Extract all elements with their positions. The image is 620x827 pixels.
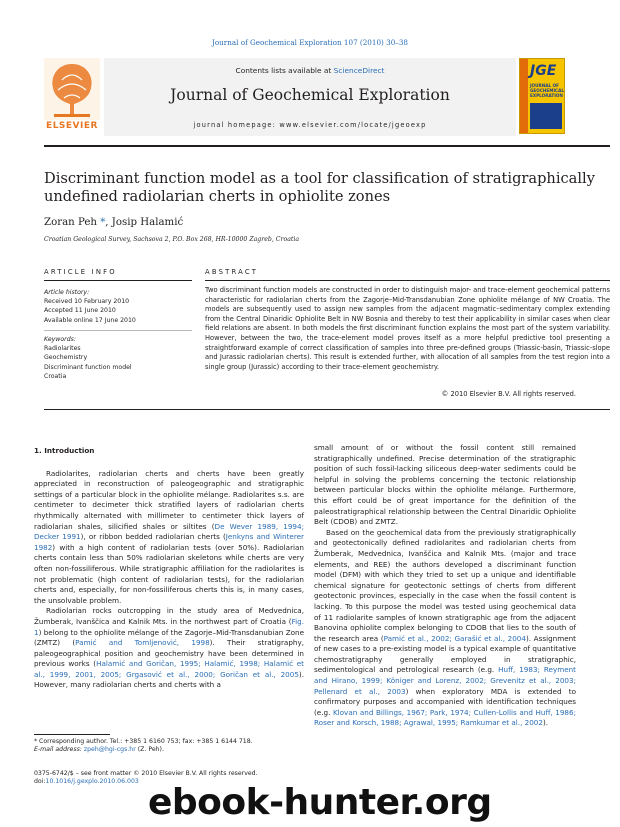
author-list bbox=[44, 217, 600, 228]
abstract-copyright: © 2010 Elsevier B.V. All rights reserved. bbox=[441, 390, 576, 398]
author-separator: , bbox=[105, 217, 112, 228]
paragraph: small amount of or without the fossil content still remained stratigraphically undefined. Precise determination of the stratigraphic position of such fossil-lacking siliceous deep-water sediments could be helpful in solving the problems concerning the tectonic relationship between particular blocks within the ophiolite mélange. Furthermore, this effort could be of great importance for the definition of the paleostratigraphical relationship between the Central Dinaridic Ophiolite Belt (CDOB) and ZMTZ. bbox=[314, 443, 576, 527]
cover-letters: JGE bbox=[530, 63, 557, 79]
author-name: Zoran Peh bbox=[44, 217, 97, 228]
reference-link[interactable]: Klovan and Billings, 1967; Park, 1974; Cullen-Lollis and Huff, 1986; Roser and Korsch, 1988; Agrawal, 1995; Ramkumar et al., 2002 bbox=[314, 707, 576, 728]
section-title: 1. Introduction bbox=[34, 446, 95, 455]
journal-cover-thumbnail bbox=[519, 58, 565, 134]
reference-link[interactable]: De Wever 1989, 1994; Decker 1991 bbox=[34, 521, 305, 542]
journal-homepage[interactable]: journal homepage: www.elsevier.com/locate/jgeoexp bbox=[193, 121, 427, 129]
online-date: Available online 17 June 2010 bbox=[44, 316, 136, 324]
article-info-heading: ARTICLE INFO bbox=[44, 268, 117, 276]
contents-prefix: Contents lists available at bbox=[235, 66, 334, 75]
corresponding-footnote bbox=[34, 738, 304, 755]
footnote-rule bbox=[34, 734, 110, 735]
article-history bbox=[44, 288, 192, 325]
paragraph: Based on the geochemical data from the previously stratigraphically and geotectonically defined radiolarites and radiolarian cherts from Žumberak, Medvednica, Ivanščica and Kalnik Mts. (major and trace elements, and REE) the authors developed a discriminant function model (DFM) with which they tried to set up a unique and identifiable chemical signature for geotectonic settings of cherts from different geotectonic provinces, especially in the case when the fossil content is lacking. To this purpose the model was tested using geochemical data of 11 radiolarite samples of known stratigraphic age from the adjacent Banovina ophiolite complex belonging to CDOB that lies to the south of the research area (Pamić et al., 2002; Garašić et al., 2004). Assignment of new cases to a pre-existing model is a typical example of quantitative chemostratigraphy generally employed in stratigraphic, sedimentological and petrological research (e.g. Huff, 1983; Reyment and Hirano, 1999; Königer and Lorenz, 2002; Grevenitz et al., 2003; Pellenard et al., 2003) when exploratory MDA is extended to confirmatory purposes and accompanied with identification techniques (e.g. Klovan and Billings, 1967; Park, 1974; Cullen-Lollis and Huff, 1986; Roser and Korsch, 1988; Agrawal, 1995; Ramkumar et al., 2002). bbox=[314, 527, 577, 728]
abstract-bottom-rule bbox=[44, 409, 610, 410]
body-column-right bbox=[314, 443, 576, 729]
elsevier-logo bbox=[44, 58, 100, 136]
accepted-date: Accepted 11 June 2010 bbox=[44, 307, 116, 315]
reference-link[interactable]: Pamić et al., 2002; Garašić et al., 2004 bbox=[383, 633, 526, 643]
contents-line bbox=[104, 66, 516, 75]
watermark: ebook-hunter.org bbox=[148, 782, 492, 823]
received-date: Received 10 February 2010 bbox=[44, 298, 130, 306]
keywords bbox=[44, 335, 192, 381]
keyword: Croatia bbox=[44, 372, 67, 380]
info-divider bbox=[44, 330, 192, 331]
email-link[interactable]: zpeh@hgi-cgs.hr bbox=[83, 746, 136, 754]
paragraph: Radiolarites, radiolarian cherts and cherts have been greatly appreciated in reconstruction of paleogeographic and stratigraphic settings of a particular block in the ophiolite mélange. Radiolarites s.s. are centimeter to decimeter thick stratified layers of radiolarian cherts rhythmically alternated with millimeter to centimeter thick layers of radiolarian shales, silicified shales or siltites (De Wever 1989, 1994; Decker 1991), or ribbon bedded radiolarian cherts (Jenkyns and Winterer 1982) with a high content of radiolarian tests (over 50%). Radiolarian cherts contain less than 50% radiolarian skeletons while cherts are very often non-fossiliferous. While stratigraphic affiliation for the radiolarites is not problematic (high content of radiolarian tests), for the radiolarian cherts and, especially, for non-fossiliferous cherts this is, in many cases, the unsolvable problem. bbox=[34, 468, 305, 605]
paragraph: Radiolarian rocks outcropping in the study area of Medvednica, Žumberak, Ivanščica and Kalnik Mts. in the northwest part of Croatia (Fig. 1) belong to the ophiolite mélange of the Zagorje–Mid-Transdanubian Zone (ZMTZ) (Pamić and Tomljenović, 1998). Their stratigraphy, paleogeographical position and geochemistry have been determined in previous works (Halamić and Goričan, 1995; Halamić, 1998; Halamić et al., 1999, 2001, 2005; Grgasović et al., 2000; Goričan et al., 2005). However, many radiolarian cherts and cherts with a bbox=[34, 606, 304, 690]
header-rule bbox=[44, 145, 610, 147]
issn-line: 0375-6742/$ – see front matter © 2010 Elsevier B.V. All rights reserved. bbox=[34, 770, 258, 777]
figure-link[interactable]: Fig. 1 bbox=[34, 616, 304, 637]
doi-line: doi:10.1016/j.gexplo.2010.06.003 bbox=[34, 778, 139, 786]
abstract-heading: ABSTRACT bbox=[205, 268, 259, 276]
abstract-text: Two discriminant function models are constructed in order to distinguish major- and trace-element geochemical patterns characteristic for radiolarian cherts from the Zagorje–Mid-Transdanubian Zone ophiolite mélange of NW Croatia. The models are subsequently used to assign new samples from the adjacent magmatic–sedimentary complex extending from the Central Dinaridic Ophiolite Belt in NW Bosnia and thereby to test their applicability in similar cases when clear field relations are absent. In both models the first discriminant function explains the most part of the system variability. However, between the two, the trace-element model proves itself as a more helpful predictive tool presenting a straightforward example of correct classification of samples into three pre-defined groups (Triassic-basin, Triassic-slope and Jurassic radiolarian cherts). This result is extended further, with allocation of all samples from the test region into a single group (Jurassic) according to their trace-element geochemistry. bbox=[205, 286, 610, 371]
elsevier-tree-icon bbox=[44, 58, 100, 120]
reference-link[interactable]: Huff, 1983; Reyment and Hirano, 1999; Königer and Lorenz, 2002; Grevenitz et al., 2003; Pellenard et al., 2003 bbox=[314, 665, 576, 696]
email-line: E-mail address: zpeh@hgi-cgs.hr (Z. Peh). bbox=[34, 746, 164, 754]
reference-link[interactable]: Halamić and Goričan, 1995; Halamić, 1998; Halamić et al., 1999, 2001, 2005; Grgasović et al., 2000; Goričan et al., 2005 bbox=[34, 659, 304, 679]
keywords-label: Keywords: bbox=[44, 336, 76, 343]
body-column-left bbox=[34, 446, 304, 691]
article-title: Discriminant function model as a tool for classification of stratigraphically undefined radiolarian cherts in ophiolite zones bbox=[44, 170, 595, 205]
corresponding-author-note: * Corresponding author. Tel.: +385 1 6160 753; fax: +385 1 6144 718. bbox=[34, 738, 253, 745]
abstract-rule bbox=[205, 280, 610, 281]
journal-title: Journal of Geochemical Exploration bbox=[170, 86, 450, 104]
keyword: Discriminant function model bbox=[44, 363, 132, 371]
cover-journal-name: JOURNAL OF GEOCHEMICAL EXPLORATION bbox=[530, 83, 565, 98]
corresponding-author-mark[interactable]: * bbox=[100, 217, 106, 228]
journal-citation[interactable]: Journal of Geochemical Exploration 107 (2010) 30–38 bbox=[211, 38, 409, 47]
info-rule bbox=[44, 280, 192, 281]
cover-image bbox=[530, 103, 562, 129]
reference-link[interactable]: Pamić and Tomljenović, 1998 bbox=[75, 638, 210, 648]
reference-link[interactable]: Jenkyns and Winterer 1982 bbox=[34, 532, 304, 552]
sciencedirect-link[interactable]: ScienceDirect bbox=[333, 66, 385, 75]
history-label: Article history: bbox=[44, 289, 90, 296]
cover-band bbox=[520, 59, 528, 133]
keyword: Geochemistry bbox=[44, 354, 88, 362]
affiliation: Croatian Geological Survey, Sachsova 2, P.O. Box 268, HR-10000 Zagreb, Croatia bbox=[44, 236, 300, 243]
keyword: Radiolarites bbox=[44, 345, 81, 353]
doi-link[interactable]: 10.1016/j.gexplo.2010.06.003 bbox=[45, 778, 139, 786]
elsevier-wordmark: ELSEVIER bbox=[46, 121, 98, 131]
author-name: Josip Halamić bbox=[111, 217, 184, 228]
